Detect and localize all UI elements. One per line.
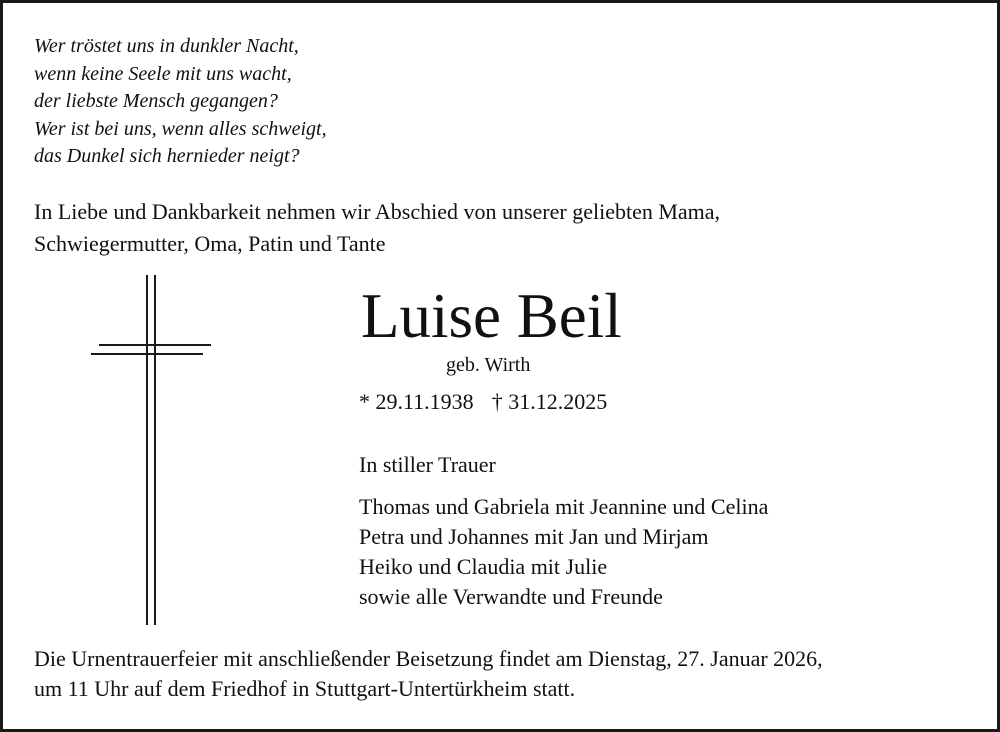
- cross-horizontal-line: [99, 344, 211, 346]
- poem-line: wenn keine Seele mit uns wacht,: [34, 62, 292, 85]
- cross-vertical-line: [154, 275, 156, 625]
- mourner-line: Thomas und Gabriela mit Jeannine und Celina: [359, 494, 769, 519]
- poem: [34, 33, 327, 171]
- poem-line: Wer tröstet uns in dunkler Nacht,: [34, 35, 299, 57]
- cross-vertical-line: [146, 275, 148, 625]
- mourner-line: Petra und Johannes mit Jan und Mirjam: [359, 524, 709, 549]
- mourner-line: sowie alle Verwandte und Freunde: [359, 584, 663, 609]
- poem-line: das Dunkel sich hernieder neigt?: [34, 145, 300, 167]
- maiden-name: geb. Wirth: [446, 354, 531, 376]
- funeral-line: Die Urnentrauerfeier mit anschließender Beisetzung findet am Dienstag, 27. Januar 2026,: [34, 646, 823, 671]
- mourning-heading: In stiller Trauer: [359, 452, 496, 477]
- cross-icon: [91, 275, 213, 625]
- death-date: † 31.12.2025: [491, 389, 608, 414]
- mourners-list: [359, 492, 768, 612]
- intro-line: Schwiegermutter, Oma, Patin und Tante: [34, 231, 386, 256]
- life-dates: [359, 387, 607, 417]
- mourner-line: Heiko und Claudia mit Julie: [359, 554, 608, 579]
- poem-line: der liebste Mensch gegangen?: [34, 90, 278, 112]
- funeral-notice: [34, 644, 823, 704]
- birth-date: * 29.11.1938: [359, 389, 474, 414]
- deceased-name: Luise Beil: [361, 281, 622, 351]
- intro-line: In Liebe und Dankbarkeit nehmen wir Abschied von unserer geliebten Mama,: [34, 199, 721, 224]
- farewell-intro: [34, 196, 720, 260]
- funeral-line: um 11 Uhr auf dem Friedhof in Stuttgart-Untertürkheim statt.: [34, 676, 576, 701]
- cross-horizontal-line: [91, 353, 203, 355]
- poem-line: Wer ist bei uns, wenn alles schweigt,: [34, 117, 327, 140]
